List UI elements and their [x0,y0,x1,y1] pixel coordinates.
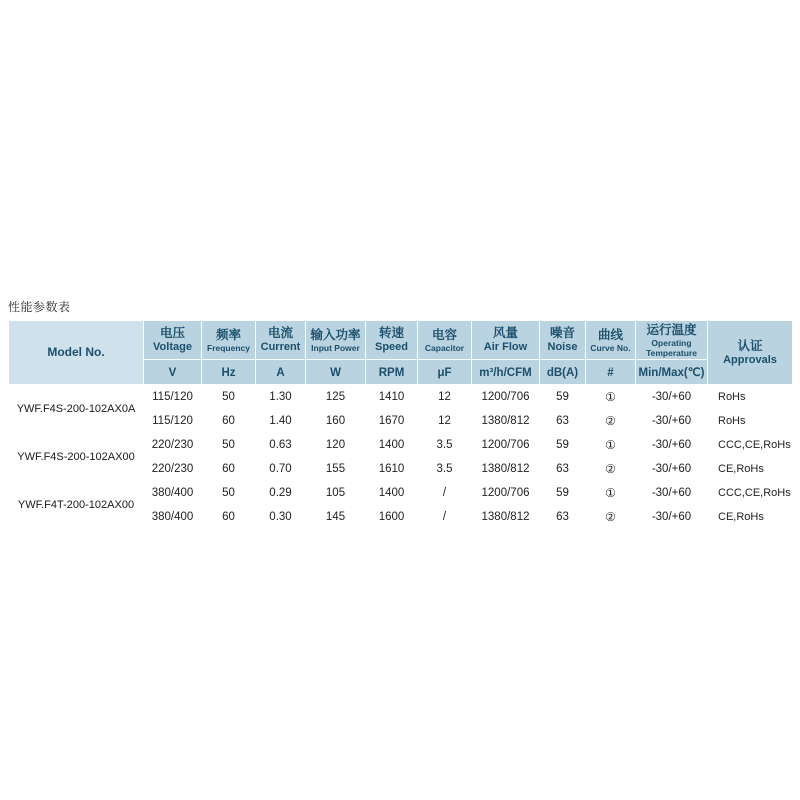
cell-capacitor: / [418,505,472,529]
header-input-power: 输入功率 Input Power [306,321,366,360]
cell-curve-no: ① [586,481,636,505]
cell-input-power: 120 [306,433,366,457]
header-current: 电流 Current [256,321,306,360]
header-unit-current: A [256,360,306,385]
cell-model: YWF.F4S-200-102AX00 [9,433,144,481]
header-voltage: 电压 Voltage [144,321,202,360]
cell-input-power: 105 [306,481,366,505]
cell-input-power: 125 [306,385,366,409]
header-unit-curve-no: # [586,360,636,385]
cell-speed: 1610 [366,457,418,481]
cell-air-flow: 1200/706 [472,433,540,457]
cell-operating-temperature: -30/+60 [636,385,708,409]
cell-model: YWF.F4T-200-102AX00 [9,481,144,529]
cell-air-flow: 1380/812 [472,457,540,481]
cell-speed: 1410 [366,385,418,409]
cell-current: 0.70 [256,457,306,481]
cell-noise: 63 [540,505,586,529]
cell-voltage: 220/230 [144,457,202,481]
cell-operating-temperature: -30/+60 [636,409,708,433]
performance-table-wrapper [8,320,792,529]
cell-curve-no: ② [586,505,636,529]
cell-frequency: 50 [202,433,256,457]
cell-noise: 63 [540,409,586,433]
cell-curve-no: ② [586,409,636,433]
table-body [9,385,793,529]
cell-noise: 63 [540,457,586,481]
table-row [9,385,793,409]
header-unit-frequency: Hz [202,360,256,385]
cell-capacitor: 12 [418,385,472,409]
cell-speed: 1400 [366,433,418,457]
cell-model: YWF.F4S-200-102AX0A [9,385,144,433]
header-unit-noise: dB(A) [540,360,586,385]
cell-operating-temperature: -30/+60 [636,505,708,529]
table-row [9,481,793,505]
cell-noise: 59 [540,433,586,457]
header-unit-operating-temperature: Min/Max(℃) [636,360,708,385]
cell-air-flow: 1380/812 [472,409,540,433]
cell-capacitor: 3.5 [418,457,472,481]
cell-approvals: RoHs [708,409,793,433]
header-row-primary [9,321,793,360]
cell-speed: 1670 [366,409,418,433]
cell-approvals: CE,RoHs [708,505,793,529]
cell-noise: 59 [540,385,586,409]
header-unit-speed: RPM [366,360,418,385]
header-noise: 噪音 Noise [540,321,586,360]
cell-frequency: 50 [202,481,256,505]
cell-input-power: 160 [306,409,366,433]
header-unit-input-power: W [306,360,366,385]
cell-speed: 1600 [366,505,418,529]
cell-input-power: 145 [306,505,366,529]
cell-current: 0.63 [256,433,306,457]
cell-operating-temperature: -30/+60 [636,457,708,481]
cell-frequency: 60 [202,505,256,529]
header-frequency: 频率 Frequency [202,321,256,360]
cell-approvals: CE,RoHs [708,457,793,481]
header-speed: 转速 Speed [366,321,418,360]
cell-frequency: 50 [202,385,256,409]
cell-speed: 1400 [366,481,418,505]
cell-curve-no: ② [586,457,636,481]
cell-frequency: 60 [202,457,256,481]
cell-current: 1.40 [256,409,306,433]
cell-voltage: 380/400 [144,505,202,529]
cell-input-power: 155 [306,457,366,481]
cell-approvals: RoHs [708,385,793,409]
cell-voltage: 115/120 [144,409,202,433]
header-capacitor: 电容 Capacitor [418,321,472,360]
cell-frequency: 60 [202,409,256,433]
performance-table [8,320,793,529]
header-approvals: 认证 Approvals [708,321,793,385]
cell-voltage: 115/120 [144,385,202,409]
cell-voltage: 220/230 [144,433,202,457]
cell-air-flow: 1200/706 [472,481,540,505]
cell-voltage: 380/400 [144,481,202,505]
header-unit-capacitor: μF [418,360,472,385]
header-air-flow: 风量 Air Flow [472,321,540,360]
header-curve-no: 曲线 Curve No. [586,321,636,360]
table-caption: 性能参数表 [8,300,71,314]
cell-air-flow: 1200/706 [472,385,540,409]
header-unit-voltage: V [144,360,202,385]
cell-operating-temperature: -30/+60 [636,433,708,457]
header-model: Model No. [9,321,144,385]
header-operating-temperature: 运行温度 Operating Temperature [636,321,708,360]
cell-air-flow: 1380/812 [472,505,540,529]
cell-capacitor: 3.5 [418,433,472,457]
table-header [9,321,793,385]
cell-approvals: CCC,CE,RoHs [708,481,793,505]
cell-current: 1.30 [256,385,306,409]
cell-current: 0.30 [256,505,306,529]
table-row [9,433,793,457]
cell-curve-no: ① [586,433,636,457]
cell-capacitor: / [418,481,472,505]
header-unit-air-flow: m³/h/CFM [472,360,540,385]
cell-operating-temperature: -30/+60 [636,481,708,505]
cell-current: 0.29 [256,481,306,505]
cell-curve-no: ① [586,385,636,409]
cell-capacitor: 12 [418,409,472,433]
cell-approvals: CCC,CE,RoHs [708,433,793,457]
cell-noise: 59 [540,481,586,505]
